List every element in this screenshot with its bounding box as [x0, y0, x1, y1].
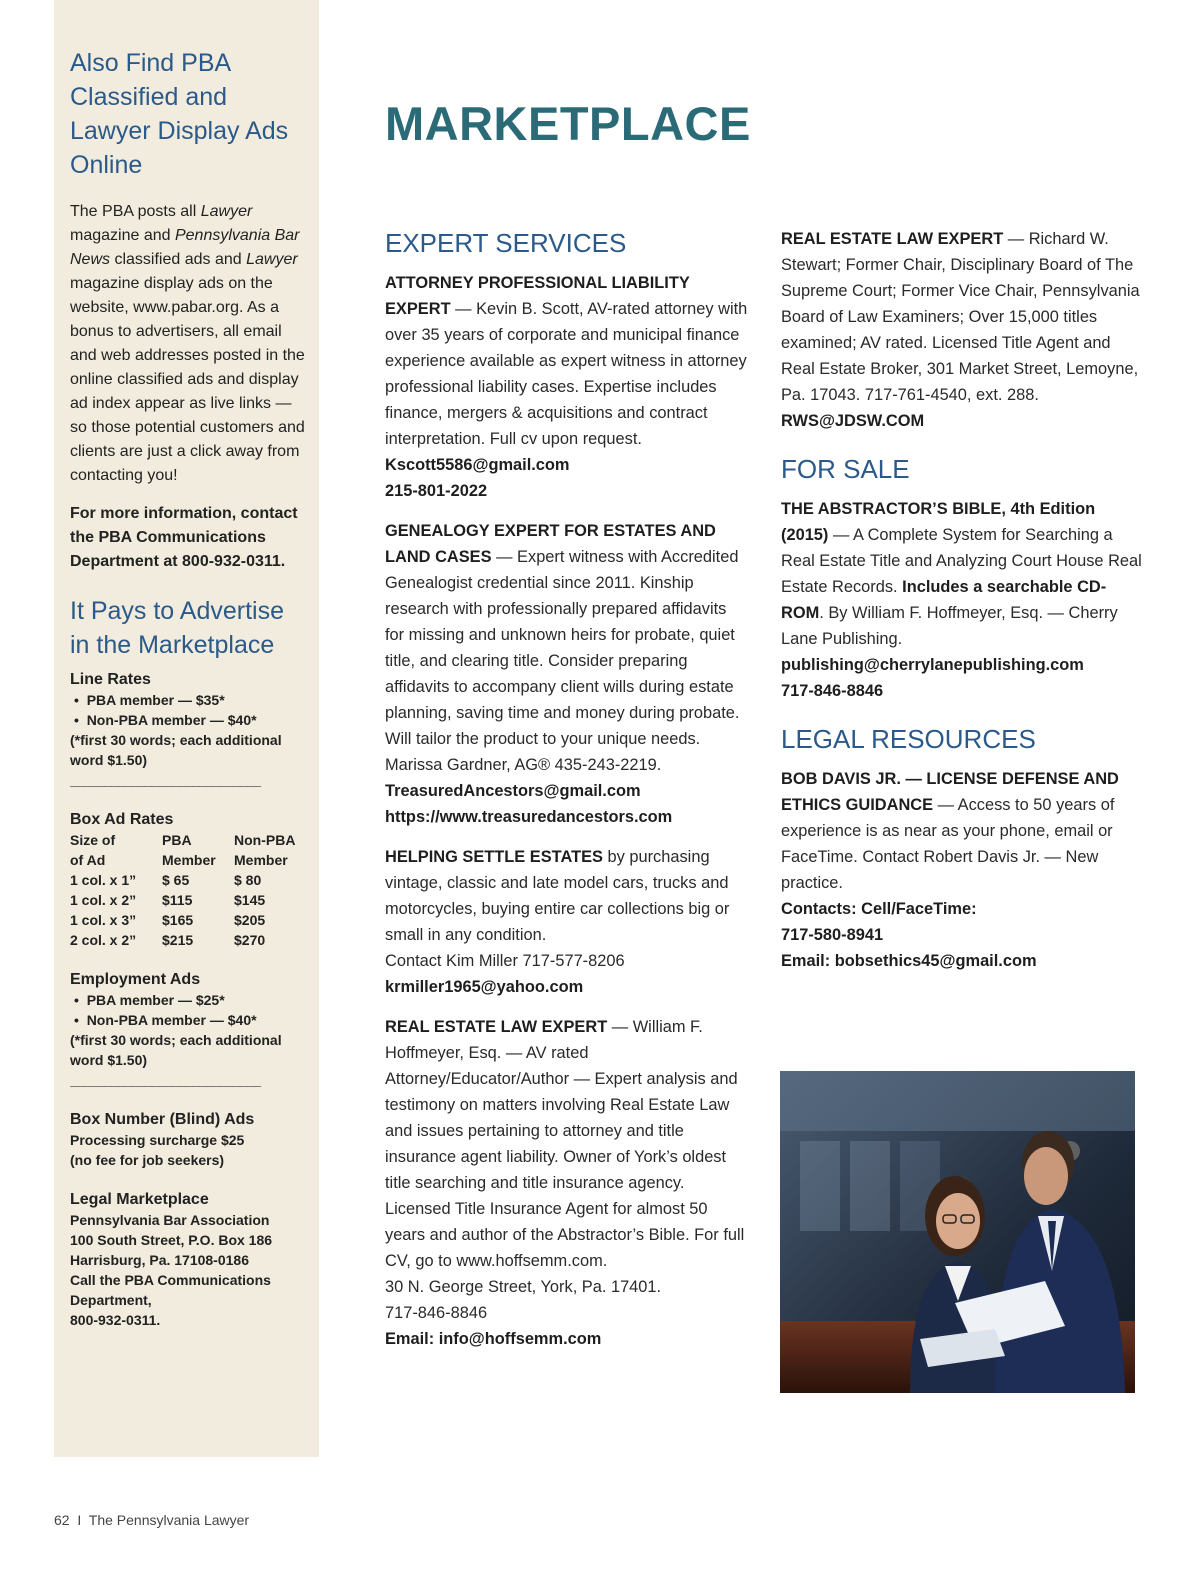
- sidebar: [54, 0, 319, 1457]
- phone-number: 717-580-8941: [781, 926, 884, 944]
- phone-number: 215-801-2022: [385, 482, 488, 500]
- column-1: [385, 226, 750, 1366]
- page-number: 62: [54, 1512, 70, 1528]
- business-meeting-photo: [780, 1071, 1135, 1393]
- website-link[interactable]: https://www.treasuredancestors.com: [385, 808, 673, 826]
- legal-marketplace-address: Legal Marketplace Pennsylvania Bar Association 100 South Street, P.O. Box 186 Harrisburg, Pa. 17108-0186 Call the PBA Communications Department, 800-932-0311.: [70, 1190, 305, 1330]
- box-rates-table: [70, 830, 295, 950]
- email-link[interactable]: TreasuredAncestors@gmail.com: [385, 782, 641, 800]
- employment-item: • Non-PBA member — $40*: [70, 1010, 305, 1030]
- sidebar-heading-online: Also Find PBA Classified and Lawyer Display Ads Online: [70, 49, 289, 179]
- table-row: 2 col. x 2” $215 $270: [70, 932, 266, 948]
- listing-title: THE ABSTRACTOR’S BIBLE, 4th Edition (2015): [781, 500, 1096, 544]
- table-row: 1 col. x 1” $ 65 $ 80: [70, 872, 262, 888]
- listing-title: ATTORNEY PROFESSIONAL LIABILITY EXPERT: [385, 274, 690, 318]
- listing-real-estate-expert-stewart: REAL ESTATE LAW EXPERT — Richard W. Stewart; Former Chair, Disciplinary Board of The Supreme Court; Former Vice Chair, Pennsylvania Board of Law Examiners; Over 15,000 titles examined; AV rated. Licensed Title Agent and Real Estate Broker, 301 Market Street, Lemoyne, Pa. 17043. 717-761-4540, ext. 288. RWS@JDSW.COM: [781, 226, 1146, 434]
- page-footer: [54, 1512, 249, 1528]
- table-header-row: of Ad Member Member: [70, 852, 288, 868]
- employment-item: • PBA member — $25*: [70, 990, 305, 1010]
- listing-settle-estates: HELPING SETTLE ESTATES by purchasing vintage, classic and late model cars, trucks and motorcycles, buying entire car collections big or small in any condition. Contact Kim Miller 717-577-8206 krmiller1965@yahoo.com: [385, 844, 750, 1000]
- line-rates: [70, 670, 305, 790]
- phone-number: 717-846-8846: [385, 1304, 488, 1322]
- sidebar-more-info: For more information, contact the PBA Communications Department at 800-932-0311.: [70, 505, 298, 570]
- box-rates-title: Box Ad Rates: [70, 811, 174, 828]
- column-2: [781, 226, 1146, 988]
- employment-title: Employment Ads: [70, 971, 201, 988]
- employment-note: (*first 30 words; each additional word $1.50): [70, 1032, 282, 1068]
- contact-line: Marissa Gardner, AG® 435-243-2219.: [385, 756, 662, 774]
- contact-line: Contact Kim Miller 717-577-8206: [385, 952, 625, 970]
- divider: ____________________________: [70, 772, 261, 788]
- email-link[interactable]: RWS@JDSW.COM: [781, 412, 925, 430]
- line-rates-note: (*first 30 words; each additional word $1.50): [70, 732, 282, 768]
- business-meeting-illustration: [780, 1071, 1135, 1393]
- listing-bob-davis: BOB DAVIS JR. — LICENSE DEFENSE AND ETHICS GUIDANCE — Access to 50 years of experience is as near as your phone, email or FaceTime. Contact Robert Davis Jr. — New practice. Contacts: Cell/FaceTime: 717-580-8941 Email: bobsethics45@gmail.com: [781, 766, 1146, 974]
- table-row: 1 col. x 3” $165 $205: [70, 912, 266, 928]
- listing-title: REAL ESTATE LAW EXPERT: [781, 230, 1004, 248]
- box-ad-rates: [70, 810, 305, 950]
- phone-number: 717-846-8846: [781, 682, 884, 700]
- legal-marketplace-title: Legal Marketplace: [70, 1191, 209, 1208]
- listing-attorney-liability-expert: ATTORNEY PROFESSIONAL LIABILITY EXPERT — Kevin B. Scott, AV-rated attorney with over 35 years of corporate and municipal finance experience available as expert witness in attorney professional liability cases. Expertise includes finance, mergers & acquisitions and contract interpretation. Full cv upon request. Kscott5586@gmail.com 215-801-2022: [385, 270, 750, 504]
- line-rate-item: • PBA member — $35*: [70, 690, 305, 710]
- line-rate-item: • Non-PBA member — $40*: [70, 710, 305, 730]
- section-heading-for-sale: FOR SALE: [781, 454, 910, 484]
- publication-name: The Pennsylvania Lawyer: [88, 1512, 250, 1528]
- box-number-title: Box Number (Blind) Ads: [70, 1111, 255, 1128]
- divider: ____________________________: [70, 1072, 261, 1088]
- page-title: MARKETPLACE: [385, 97, 751, 150]
- email-link[interactable]: Email: info@hoffsemm.com: [385, 1330, 602, 1348]
- line-rates-title: Line Rates: [70, 671, 151, 688]
- email-link[interactable]: publishing@cherrylanepublishing.com: [781, 656, 1084, 674]
- table-header-row: Size of PBA Non-PBA: [70, 832, 296, 848]
- address-line: 30 N. George Street, York, Pa. 17401.: [385, 1278, 662, 1296]
- email-link[interactable]: krmiller1965@yahoo.com: [385, 978, 584, 996]
- contacts-label: Contacts: Cell/FaceTime:: [781, 900, 977, 918]
- email-link[interactable]: Email: bobsethics45@gmail.com: [781, 952, 1037, 970]
- section-heading-expert-services: EXPERT SERVICES: [385, 228, 627, 258]
- email-link[interactable]: Kscott5586@gmail.com: [385, 456, 570, 474]
- listing-real-estate-expert-hoffmeyer: REAL ESTATE LAW EXPERT — William F. Hoffmeyer, Esq. — AV rated Attorney/Educator/Author — Expert analysis and testimony on matters involving Real Estate Law and issues pertaining to attorney and title insurance agent liability. Owner of York’s oldest title searching and title insurance agency. Licensed Title Insurance Agent for almost 50 years and author of the Abstractor’s Bible. For full CV, go to www.hoffsemm.com. 30 N. George Street, York, Pa. 17401. 717-846-8846 Email: info@hoffsemm.com: [385, 1014, 750, 1352]
- listing-abstractors-bible: THE ABSTRACTOR’S BIBLE, 4th Edition (2015) — A Complete System for Searching a Real Estate Title and Analyzing Court House Real Estate Records. Includes a searchable CD-ROM. By William F. Hoffmeyer, Esq. — Cherry Lane Publishing. publishing@cherrylanepublishing.com 717-846-8846: [781, 496, 1146, 704]
- listing-title: BOB DAVIS JR. — LICENSE DEFENSE AND ETHICS GUIDANCE: [781, 770, 1119, 814]
- listing-title: REAL ESTATE LAW EXPERT: [385, 1018, 608, 1036]
- box-number-ads: Box Number (Blind) Ads Processing surcharge $25 (no fee for job seekers): [70, 1110, 305, 1170]
- sidebar-intro: The PBA posts all Lawyer magazine and Pennsylvania Bar News classified ads and Lawyer magazine display ads on the website, www.pabar.org. As a bonus to advertisers, all email and web addresses posted in the online classified ads and display ad index appear as live links — so those potential customers and clients are just a click away from contacting you!: [70, 203, 305, 484]
- table-row: 1 col. x 2” $115 $145: [70, 892, 266, 908]
- listing-title: HELPING SETTLE ESTATES: [385, 848, 603, 866]
- employment-ads: [70, 970, 305, 1090]
- listing-genealogy-expert: GENEALOGY EXPERT FOR ESTATES AND LAND CASES — Expert witness with Accredited Genealogist credential since 2011. Kinship research with professionally prepared affidavits for missing and unknown heirs for probate, quiet title, and clearing title. Consider preparing affidavits to accompany client wills during estate planning, saving time and money during probate. Will tailor the product to your unique needs. Marissa Gardner, AG® 435-243-2219. TreasuredAncestors@gmail.com https://www.treasuredancestors.com: [385, 518, 750, 830]
- sidebar-heading-advertise: It Pays to Advertise in the Marketplace: [70, 597, 284, 659]
- section-heading-legal-resources: LEGAL RESOURCES: [781, 724, 1036, 754]
- listing-title: GENEALOGY EXPERT FOR ESTATES AND LAND CASES: [385, 522, 716, 566]
- footer-separator: I: [77, 1512, 82, 1528]
